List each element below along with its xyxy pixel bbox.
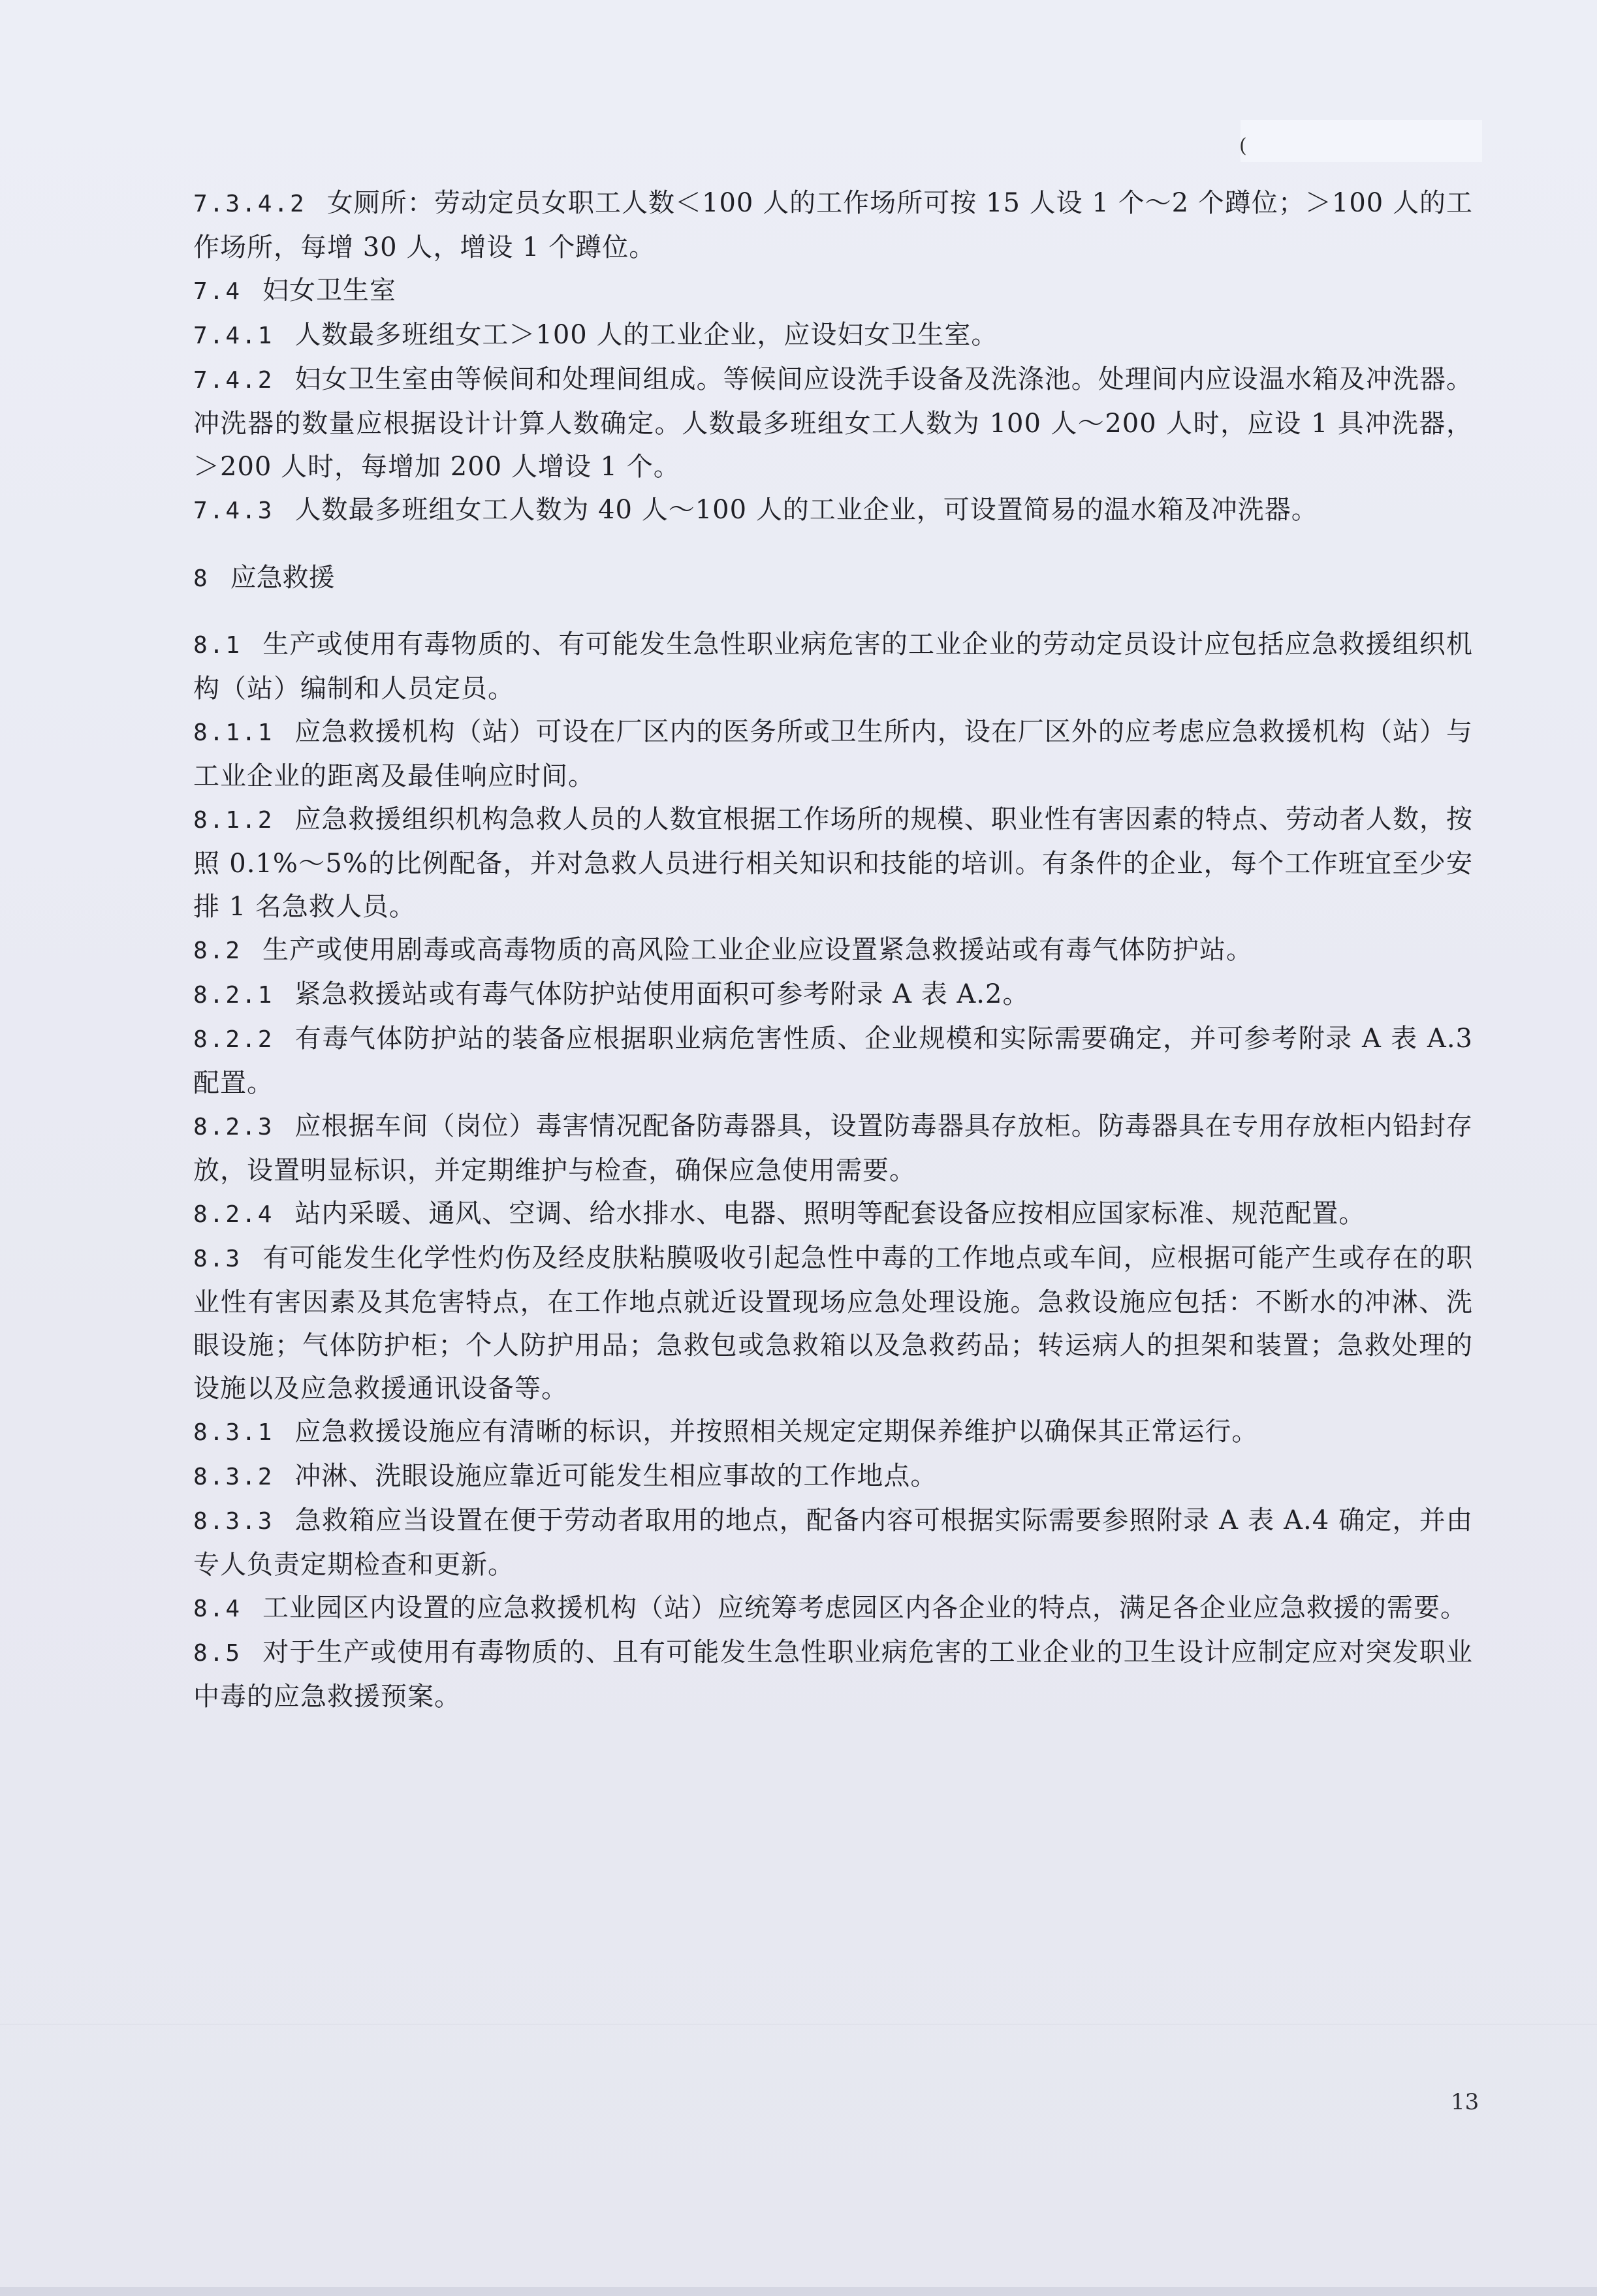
clause-text: 妇女卫生室 bbox=[262, 275, 397, 306]
section-heading bbox=[193, 556, 1473, 601]
clause-number: 8.3.2 bbox=[193, 1464, 274, 1490]
clause-number: 8.2 bbox=[193, 937, 242, 964]
clause-text: 冲淋、洗眼设施应靠近可能发生相应事故的工作地点。 bbox=[294, 1461, 938, 1491]
clause-8-3-2 bbox=[193, 1455, 1473, 1499]
clause-7-3-4-2 bbox=[193, 181, 1473, 269]
page-number: 13 bbox=[1451, 2089, 1479, 2115]
clause-8-2-4 bbox=[193, 1192, 1473, 1236]
clause-number: 8.1 bbox=[193, 632, 242, 659]
clause-number: 7.4 bbox=[193, 278, 242, 305]
clause-7-4-2 bbox=[193, 358, 1473, 488]
clause-text: 应根据车间（岗位）毒害情况配备防毒器具，设置防毒器具存放柜。防毒器具在专用存放柜内铅封存放，设置明显标识，并定期维护与检查，确保应急使用需要。 bbox=[193, 1111, 1473, 1186]
clause-number: 7.3.4.2 bbox=[193, 191, 306, 217]
clause-text: 妇女卫生室由等候间和处理间组成。等候间应设洗手设备及洗涤池。处理间内应设温水箱及冲洗器。冲洗器的数量应根据设计计算人数确定。人数最多班组女工人数为 100 人～200 人时，应设 1 具冲洗器，＞200 人时，每增加 200 人增设 1 个。 bbox=[193, 364, 1473, 482]
header-mark: ( bbox=[1239, 134, 1247, 157]
clause-number: 8.3 bbox=[193, 1246, 242, 1272]
clause-text: 对于生产或使用有毒物质的、且有可能发生急性职业病危害的工业企业的卫生设计应制定应对突发职业中毒的应急救援预案。 bbox=[193, 1637, 1473, 1712]
clause-8-2-2 bbox=[193, 1017, 1473, 1105]
clause-text: 有可能发生化学性灼伤及经皮肤粘膜吸收引起急性中毒的工作地点或车间，应根据可能产生或存在的职业性有害因素及其危害特点，在工作地点就近设置现场应急处理设施。急救设施应包括：不断水的冲淋、洗眼设施；气体防护柜；个人防护用品；急救包或急救箱以及急救药品；转运病人的担架和装置；急救处理的设施以及应急救援通讯设备等。 bbox=[193, 1243, 1473, 1404]
clause-text: 人数最多班组女工人数为 40 人～100 人的工业企业，可设置简易的温水箱及冲洗器。 bbox=[294, 495, 1318, 525]
clause-8-5 bbox=[193, 1631, 1473, 1718]
clause-7-4-1 bbox=[193, 313, 1473, 358]
clause-number: 8.2.1 bbox=[193, 982, 274, 1009]
clause-text: 应急救援组织机构急救人员的人数宜根据工作场所的规模、职业性有害因素的特点、劳动者人数，按照 0.1%～5%的比例配备，并对急救人员进行相关知识和技能的培训。有条件的企业，每个工作班宜至少安排 1 名急救人员。 bbox=[193, 804, 1473, 922]
clause-text: 工业园区内设置的应急救援机构（站）应统筹考虑园区内各企业的特点，满足各企业应急救援的需要。 bbox=[262, 1593, 1468, 1623]
clause-number: 8.1.2 bbox=[193, 807, 274, 834]
clause-text: 应急救援设施应有清晰的标识，并按照相关规定定期保养维护以确保其正常运行。 bbox=[294, 1417, 1259, 1447]
scan-bottom-edge bbox=[0, 2287, 1597, 2296]
header-blank-label bbox=[1241, 120, 1482, 162]
clause-number: 8.3.1 bbox=[193, 1419, 274, 1446]
clause-text: 女厕所：劳动定员女职工人数＜100 人的工作场所可按 15 人设 1 个～2 个蹲位；＞100 人的工作场所，每增 30 人，增设 1 个蹲位。 bbox=[193, 188, 1473, 262]
clause-number: 7.4.3 bbox=[193, 497, 274, 524]
clause-8-2 bbox=[193, 928, 1473, 973]
clause-8-3-1 bbox=[193, 1410, 1473, 1455]
clause-8-2-3 bbox=[193, 1105, 1473, 1192]
section-title: 应急救援 bbox=[230, 563, 335, 593]
clause-number: 8.2.4 bbox=[193, 1201, 274, 1228]
clause-text: 人数最多班组女工＞100 人的工业企业，应设妇女卫生室。 bbox=[294, 320, 998, 350]
page-content bbox=[193, 181, 1473, 1718]
clause-number: 8.2.2 bbox=[193, 1026, 274, 1053]
clause-number: 8.1.1 bbox=[193, 719, 274, 746]
clause-8-1-1 bbox=[193, 710, 1473, 798]
clause-text: 应急救援机构（站）可设在厂区内的医务所或卫生所内，设在厂区外的应考虑应急救援机构（站）与工业企业的距离及最佳响应时间。 bbox=[193, 717, 1473, 791]
section-number: 8 bbox=[193, 565, 210, 592]
clause-text: 站内采暖、通风、空调、给水排水、电器、照明等配套设备应按相应国家标准、规范配置。 bbox=[294, 1199, 1366, 1229]
clause-8-1-2 bbox=[193, 798, 1473, 928]
clause-text: 生产或使用有毒物质的、有可能发生急性职业病危害的工业企业的劳动定员设计应包括应急救援组织机构（站）编制和人员定员。 bbox=[193, 629, 1473, 704]
clause-7-4 bbox=[193, 269, 1473, 313]
clause-number: 8.2.3 bbox=[193, 1114, 274, 1140]
clause-8-3-3 bbox=[193, 1499, 1473, 1586]
clause-8-2-1 bbox=[193, 973, 1473, 1017]
clause-number: 8.5 bbox=[193, 1640, 242, 1667]
clause-text: 有毒气体防护站的装备应根据职业病危害性质、企业规模和实际需要确定，并可参考附录 A 表 A.3 配置。 bbox=[193, 1024, 1473, 1098]
clause-number: 7.4.1 bbox=[193, 322, 274, 349]
clause-8-3 bbox=[193, 1236, 1473, 1410]
clause-number: 7.4.2 bbox=[193, 367, 274, 394]
clause-8-4 bbox=[193, 1586, 1473, 1631]
clause-8-1 bbox=[193, 623, 1473, 710]
clause-text: 紧急救援站或有毒气体防护站使用面积可参考附录 A 表 A.2。 bbox=[294, 979, 1030, 1009]
clause-text: 急救箱应当设置在便于劳动者取用的地点，配备内容可根据实际需要参照附录 A 表 A.4 确定，并由专人负责定期检查和更新。 bbox=[193, 1505, 1473, 1580]
clause-7-4-3 bbox=[193, 488, 1473, 533]
clause-number: 8.3.3 bbox=[193, 1508, 274, 1535]
clause-number: 8.4 bbox=[193, 1596, 242, 1622]
clause-text: 生产或使用剧毒或高毒物质的高风险工业企业应设置紧急救援站或有毒气体防护站。 bbox=[262, 935, 1254, 965]
